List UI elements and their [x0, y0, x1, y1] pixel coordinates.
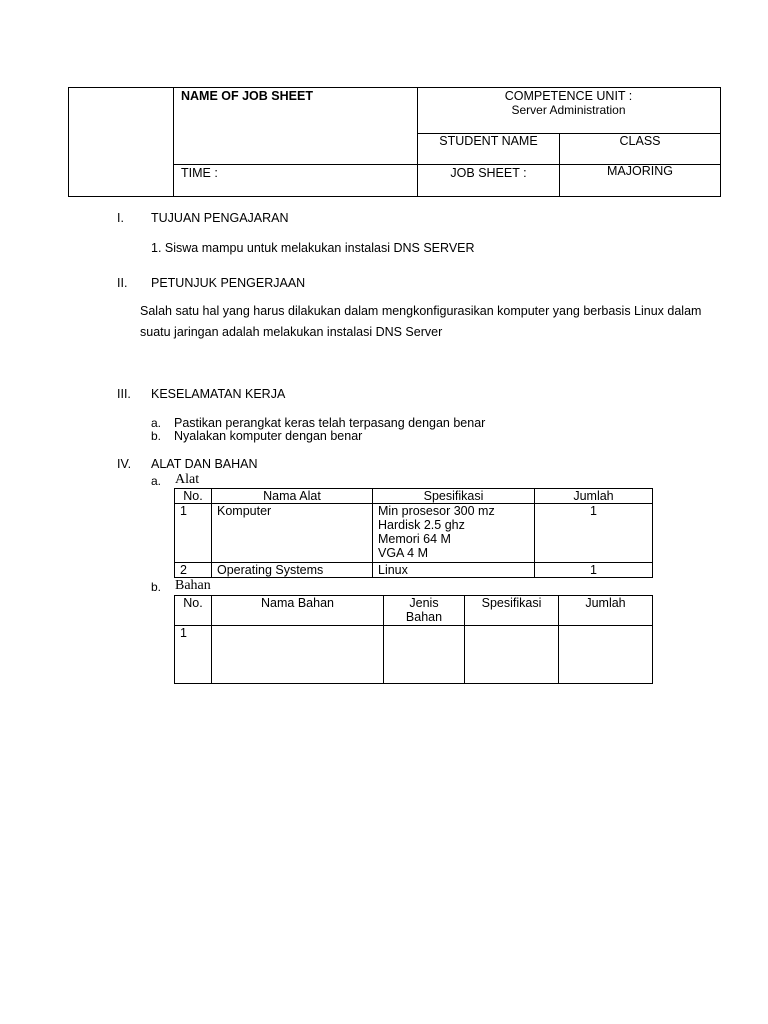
column-header: No. — [175, 596, 212, 626]
column-header: Jumlah — [535, 489, 653, 504]
section-2-paragraph-line-2: suatu jaringan adalah melakukan instalasi DNS Server — [140, 325, 443, 339]
table-row — [175, 626, 653, 684]
cell-spesifikasi: Linux — [373, 563, 535, 578]
section-2-title: PETUNJUK PENGERJAAN — [151, 276, 306, 290]
header-divider — [173, 88, 174, 196]
class-label: CLASS — [619, 134, 661, 148]
cell-jumlah: 1 — [535, 563, 653, 578]
name-of-job-sheet-label: NAME OF JOB SHEET — [181, 89, 313, 103]
student-name-label: STUDENT NAME — [439, 134, 538, 148]
time-label: TIME : — [181, 166, 218, 180]
list-marker: a. — [151, 416, 162, 430]
section-3-title: KESELAMATAN KERJA — [151, 387, 286, 401]
competence-unit-value: Server Administration — [511, 103, 626, 117]
header-line: Jenis — [409, 596, 439, 610]
cell-no: 1 — [175, 504, 212, 563]
spec-line: VGA 4 M — [378, 546, 429, 560]
cell-spesifikasi — [373, 504, 535, 563]
section-3-numeral: III. — [117, 387, 131, 401]
alat-subtitle: Alat — [175, 472, 200, 487]
table-row — [175, 504, 653, 563]
section-2-paragraph-line-1: Salah satu hal yang harus dilakukan dalam mengkonfigurasikan komputer yang berbasis Linux dalam — [140, 304, 702, 318]
spec-line: Hardisk 2.5 ghz — [378, 518, 465, 532]
table-header-row — [175, 596, 653, 626]
column-header: Nama Alat — [212, 489, 373, 504]
section-1-numeral: I. — [117, 211, 124, 225]
job-sheet-header-table — [68, 87, 721, 197]
cell-jumlah: 1 — [535, 504, 653, 563]
list-marker: a. — [151, 474, 162, 488]
majoring-label: MAJORING — [607, 164, 673, 178]
bahan-subtitle: Bahan — [175, 578, 211, 593]
section-4-title: ALAT DAN BAHAN — [151, 457, 258, 471]
section-1-item: 1. Siswa mampu untuk melakukan instalasi DNS SERVER — [151, 241, 475, 255]
safety-item: Nyalakan komputer dengan benar — [174, 429, 363, 443]
cell-spesifikasi — [465, 626, 559, 684]
column-header: Spesifikasi — [373, 489, 535, 504]
table-row — [175, 563, 653, 578]
safety-item: Pastikan perangkat keras telah terpasang dengan benar — [174, 416, 486, 430]
cell-nama-alat: Operating Systems — [212, 563, 373, 578]
cell-jumlah — [559, 626, 653, 684]
column-header: No. — [175, 489, 212, 504]
column-header: Spesifikasi — [465, 596, 559, 626]
cell-jenis-bahan — [384, 626, 465, 684]
competence-unit-label: COMPETENCE UNIT : — [504, 89, 633, 103]
section-2-numeral: II. — [117, 276, 128, 290]
column-header: Nama Bahan — [212, 596, 384, 626]
cell-no: 1 — [175, 626, 212, 684]
job-sheet-label: JOB SHEET : — [450, 166, 527, 180]
cell-nama-bahan — [212, 626, 384, 684]
cell-no: 2 — [175, 563, 212, 578]
spec-line: Memori 64 M — [378, 532, 451, 546]
header-line: Bahan — [405, 610, 443, 624]
list-marker: b. — [151, 580, 162, 594]
bahan-table — [174, 595, 653, 684]
list-marker: b. — [151, 429, 162, 443]
alat-table — [174, 488, 653, 578]
section-4-numeral: IV. — [117, 457, 132, 471]
column-header — [384, 596, 465, 626]
spec-line: Min prosesor 300 mz — [378, 504, 495, 518]
table-header-row — [175, 489, 653, 504]
column-header: Jumlah — [559, 596, 653, 626]
section-1-title: TUJUAN PENGAJARAN — [151, 211, 289, 225]
cell-nama-alat: Komputer — [212, 504, 373, 563]
